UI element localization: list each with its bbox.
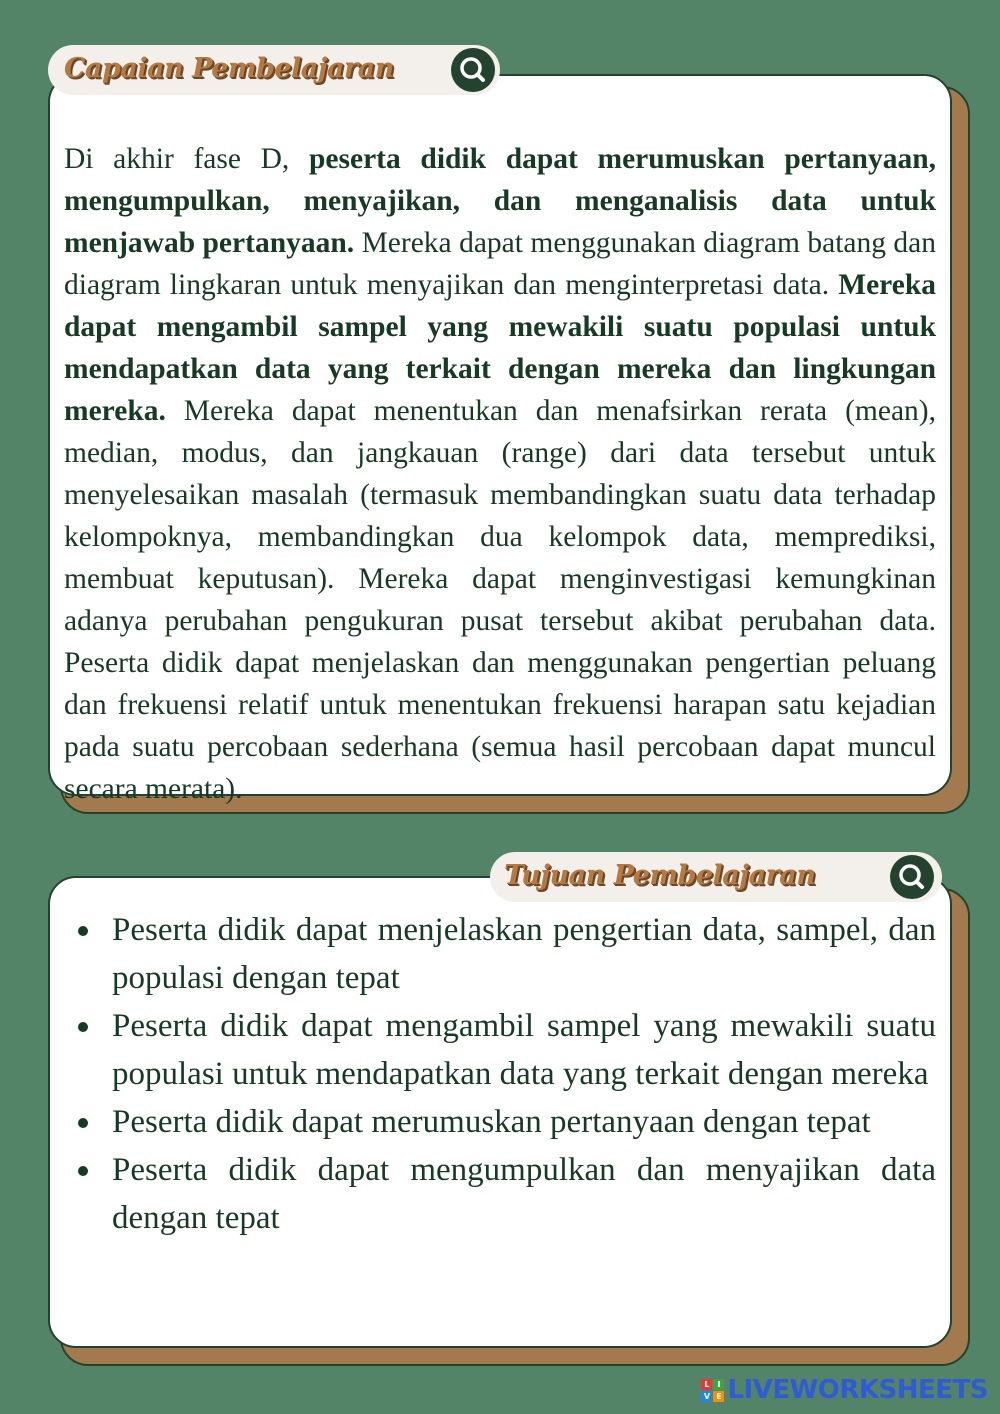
capaian-heading-tag xyxy=(48,45,500,95)
tujuan-list-item: Peserta didik dapat menjelaskan pengertian data, sampel, dan populasi dengan tepat xyxy=(76,906,936,1002)
capaian-bold-segment: Mereka dapat mengambil sampel yang mewakili suatu populasi untuk mendapatkan data yang terkait dengan mereka dan lingkungan mereka. xyxy=(64,268,936,427)
capaian-text-segment: Mereka dapat menggunakan diagram batang dan diagram lingkaran untuk menyajikan dan menginterpretasi data. xyxy=(64,226,936,301)
logo-letter: E xyxy=(713,1391,724,1402)
search-icon xyxy=(890,855,934,899)
tujuan-search-button[interactable] xyxy=(890,855,934,899)
capaian-paragraph xyxy=(64,138,936,810)
tujuan-list-item: Peserta didik dapat merumuskan pertanyaan dengan tepat xyxy=(76,1098,936,1146)
liveworksheets-watermark xyxy=(701,1374,988,1406)
capaian-bold-segment: peserta didik dapat merumuskan pertanyaan, mengumpulkan, menyajikan, dan menganalisis data untuk menjawab pertanyaan. xyxy=(64,142,936,259)
tujuan-title: Tujuan Pembelajaran xyxy=(504,860,816,891)
tujuan-heading-tag xyxy=(490,852,942,902)
watermark-text: LIVEWORKSHEETS xyxy=(727,1375,988,1405)
capaian-text-segment: Di akhir fase D, xyxy=(64,142,309,175)
capaian-text-segment: Mereka dapat menentukan dan menafsirkan rerata (mean), median, modus, dan jangkauan (range) dari data tersebut untuk menyelesaikan masalah (termasuk membandingkan suatu data terhadap kelompoknya, membandingkan dua kelompok data, memprediksi, membuat keputusan). Mereka dapat menginvestigasi kemungkinan adanya perubahan pengukuran pusat tersebut akibat perubahan data. Peserta didik dapat menjelaskan dan menggunakan pengertian peluang dan frekuensi relatif untuk menentukan frekuensi harapan satu kejadian pada suatu percobaan sederhana (semua hasil percobaan dapat muncul secara merata). xyxy=(64,394,936,805)
logo-letter: V xyxy=(701,1391,712,1402)
tujuan-list-item: Peserta didik dapat mengambil sampel yang mewakili suatu populasi untuk mendapatkan data yang terkait dengan mereka xyxy=(76,1002,936,1098)
search-icon xyxy=(451,48,495,92)
capaian-title: Capaian Pembelajaran xyxy=(64,53,394,84)
capaian-search-button[interactable] xyxy=(451,48,495,92)
logo-letter: L xyxy=(701,1379,712,1390)
tujuan-list-item: Peserta didik dapat mengumpulkan dan menyajikan data dengan tepat xyxy=(76,1146,936,1242)
liveworksheets-logo-icon xyxy=(701,1379,724,1402)
logo-letter: I xyxy=(713,1379,724,1390)
tujuan-list xyxy=(76,906,936,1242)
